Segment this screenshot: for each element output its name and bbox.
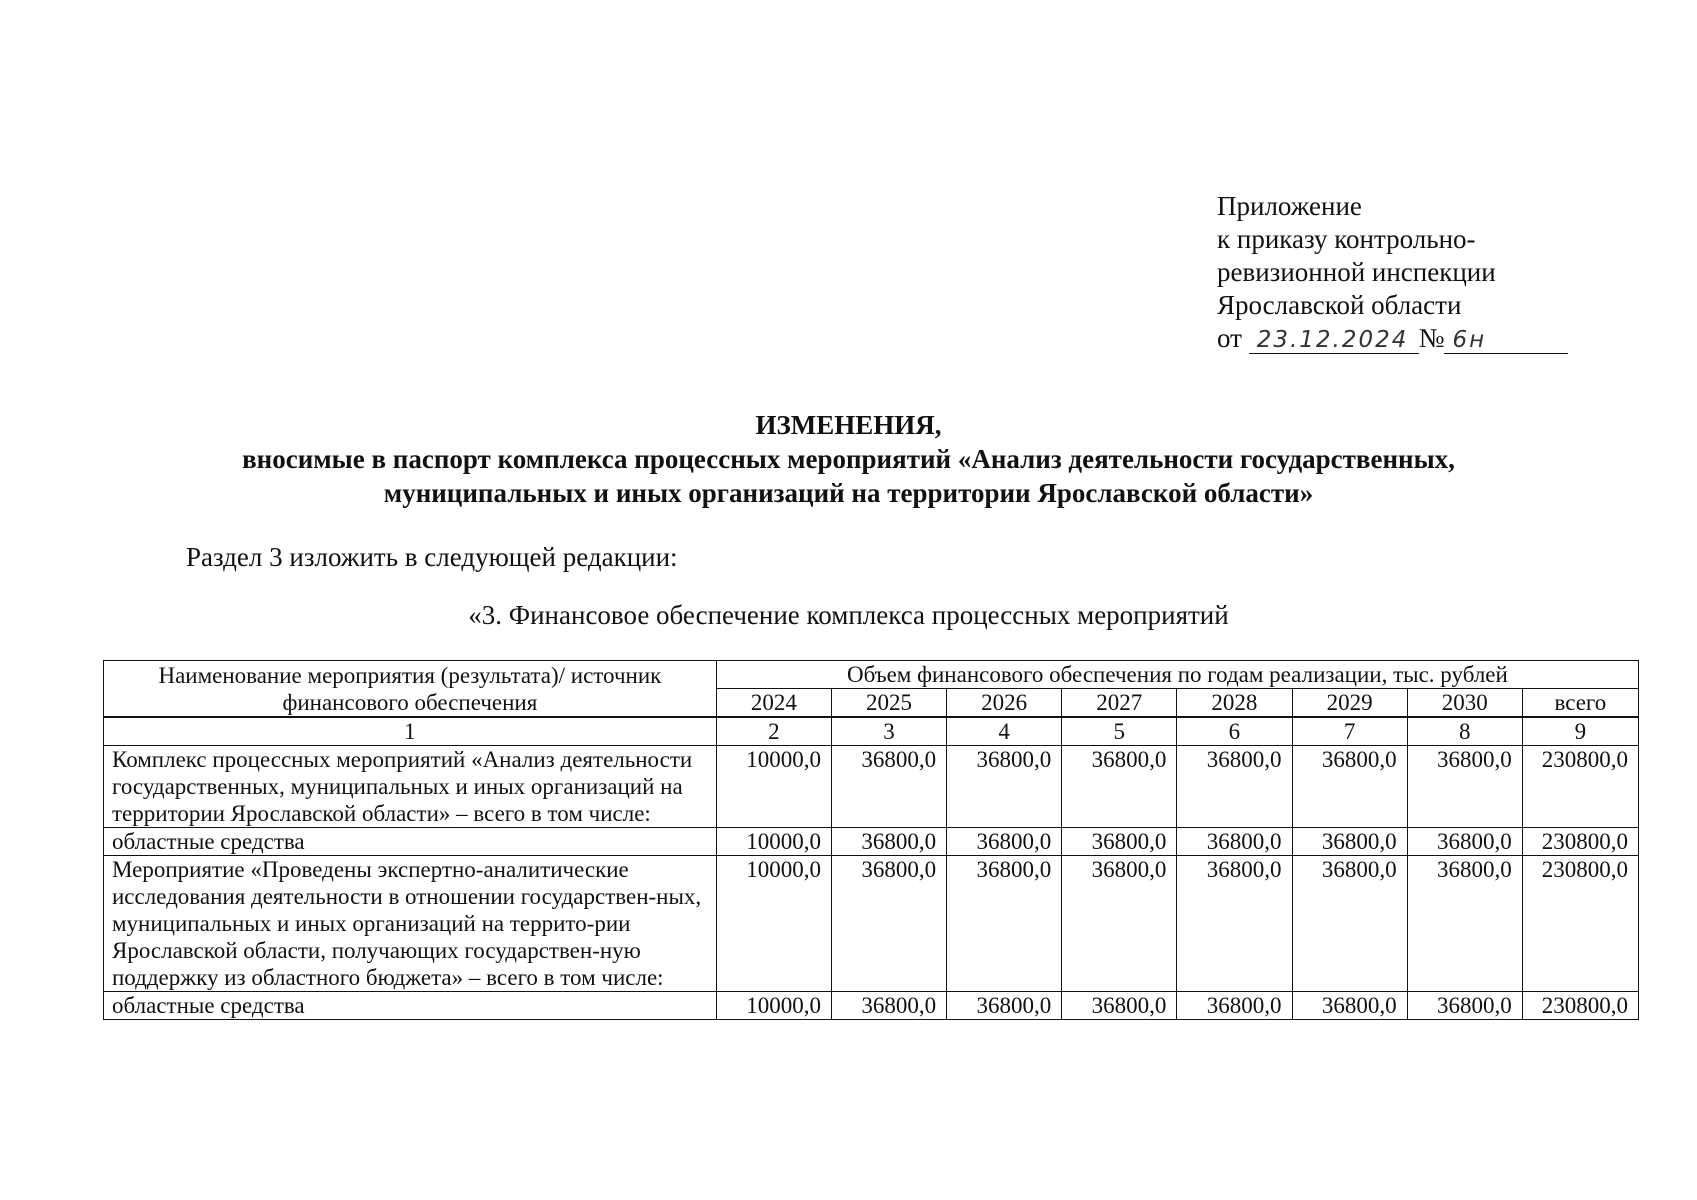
value-cell: 36800,0: [831, 992, 946, 1020]
index-cell: 7: [1292, 717, 1407, 746]
section-title: «3. Финансовое обеспечение комплекса процессных мероприятий: [468, 600, 1229, 630]
value-cell: 36800,0: [1062, 856, 1177, 992]
appendix-date-line: [1217, 322, 1568, 355]
index-cell: 5: [1062, 717, 1177, 746]
document-title: ИЗМЕНЕНИЯ,: [755, 410, 942, 440]
year-cell: 2024: [716, 689, 831, 718]
value-cell: 36800,0: [1292, 992, 1407, 1020]
row-name-cell: Мероприятие «Проведены экспертно-аналитические исследования деятельности в отношении государствен-ных, муниципальных и иных организаций на террито-рии Ярославской области, получающих государствен-ную поддержку из областного бюджета» – всего в том числе:: [104, 856, 717, 992]
date-prefix: от: [1217, 323, 1242, 353]
handwritten-date: 23.12.2024: [1249, 327, 1419, 354]
value-cell: 10000,0: [716, 992, 831, 1020]
index-cell: 4: [947, 717, 1062, 746]
index-cell: 3: [831, 717, 946, 746]
total-header-cell: всего: [1522, 689, 1638, 718]
appendix-block: [1217, 190, 1568, 355]
value-cell: 36800,0: [1292, 746, 1407, 828]
value-cell: 36800,0: [1177, 828, 1292, 856]
year-cell: 2025: [831, 689, 946, 718]
handwritten-number: 6н: [1444, 327, 1568, 354]
value-cell: 36800,0: [831, 856, 946, 992]
header-name-cell: Наименование мероприятия (результата)/ источник финансового обеспечения: [104, 661, 717, 718]
appendix-line: ревизионной инспекции: [1217, 257, 1496, 287]
total-cell: 230800,0: [1522, 856, 1638, 992]
row-name-cell: областные средства: [104, 828, 717, 856]
value-cell: 36800,0: [1407, 746, 1522, 828]
appendix-line: Ярославской области: [1217, 290, 1462, 320]
value-cell: 36800,0: [1177, 856, 1292, 992]
year-cell: 2028: [1177, 689, 1292, 718]
index-cell: 1: [104, 717, 717, 746]
year-cell: 2027: [1062, 689, 1177, 718]
value-cell: 36800,0: [1407, 992, 1522, 1020]
value-cell: 36800,0: [1062, 992, 1177, 1020]
row-name-cell: областные средства: [104, 992, 717, 1020]
instruction-text: Раздел 3 изложить в следующей редакции:: [186, 542, 678, 572]
document-subtitle-line1: вносимые в паспорт комплекса процессных мероприятий «Анализ деятельности государственных,: [242, 444, 1455, 474]
table-header-row: [104, 661, 1639, 689]
year-cell: 2030: [1407, 689, 1522, 718]
value-cell: 36800,0: [1177, 992, 1292, 1020]
row-name-cell: Комплекс процессных мероприятий «Анализ деятельности государственных, муниципальных и иных организаций на территории Ярославской области» – всего в том числе:: [104, 746, 717, 828]
value-cell: 36800,0: [947, 856, 1062, 992]
index-cell: 9: [1522, 717, 1638, 746]
value-cell: 36800,0: [1292, 828, 1407, 856]
table-row: [104, 856, 1639, 992]
table-index-row: [104, 717, 1639, 746]
value-cell: 36800,0: [1062, 746, 1177, 828]
total-cell: 230800,0: [1522, 746, 1638, 828]
appendix-line: к приказу контрольно-: [1217, 224, 1476, 254]
value-cell: 36800,0: [831, 746, 946, 828]
value-cell: 36800,0: [1062, 828, 1177, 856]
appendix-line: Приложение: [1217, 191, 1362, 221]
value-cell: 10000,0: [716, 746, 831, 828]
value-cell: 36800,0: [831, 828, 946, 856]
value-cell: 36800,0: [1177, 746, 1292, 828]
value-cell: 36800,0: [947, 828, 1062, 856]
table-row: [104, 746, 1639, 828]
value-cell: 36800,0: [1292, 856, 1407, 992]
value-cell: 36800,0: [1407, 828, 1522, 856]
value-cell: 10000,0: [716, 856, 831, 992]
year-cell: 2029: [1292, 689, 1407, 718]
year-cell: 2026: [947, 689, 1062, 718]
index-cell: 6: [1177, 717, 1292, 746]
header-volume-cell: Объем финансового обеспечения по годам реализации, тыс. рублей: [716, 661, 1638, 689]
table-row: [104, 992, 1639, 1020]
index-cell: 8: [1407, 717, 1522, 746]
document-subtitle-line2: муниципальных и иных организаций на территории Ярославской области»: [383, 478, 1314, 508]
value-cell: 36800,0: [947, 746, 1062, 828]
value-cell: 36800,0: [947, 992, 1062, 1020]
index-cell: 2: [716, 717, 831, 746]
value-cell: 36800,0: [1407, 856, 1522, 992]
total-cell: 230800,0: [1522, 828, 1638, 856]
total-cell: 230800,0: [1522, 992, 1638, 1020]
financing-table: [103, 660, 1639, 1020]
table-row: [104, 828, 1639, 856]
number-sign: №: [1418, 323, 1445, 353]
value-cell: 10000,0: [716, 828, 831, 856]
